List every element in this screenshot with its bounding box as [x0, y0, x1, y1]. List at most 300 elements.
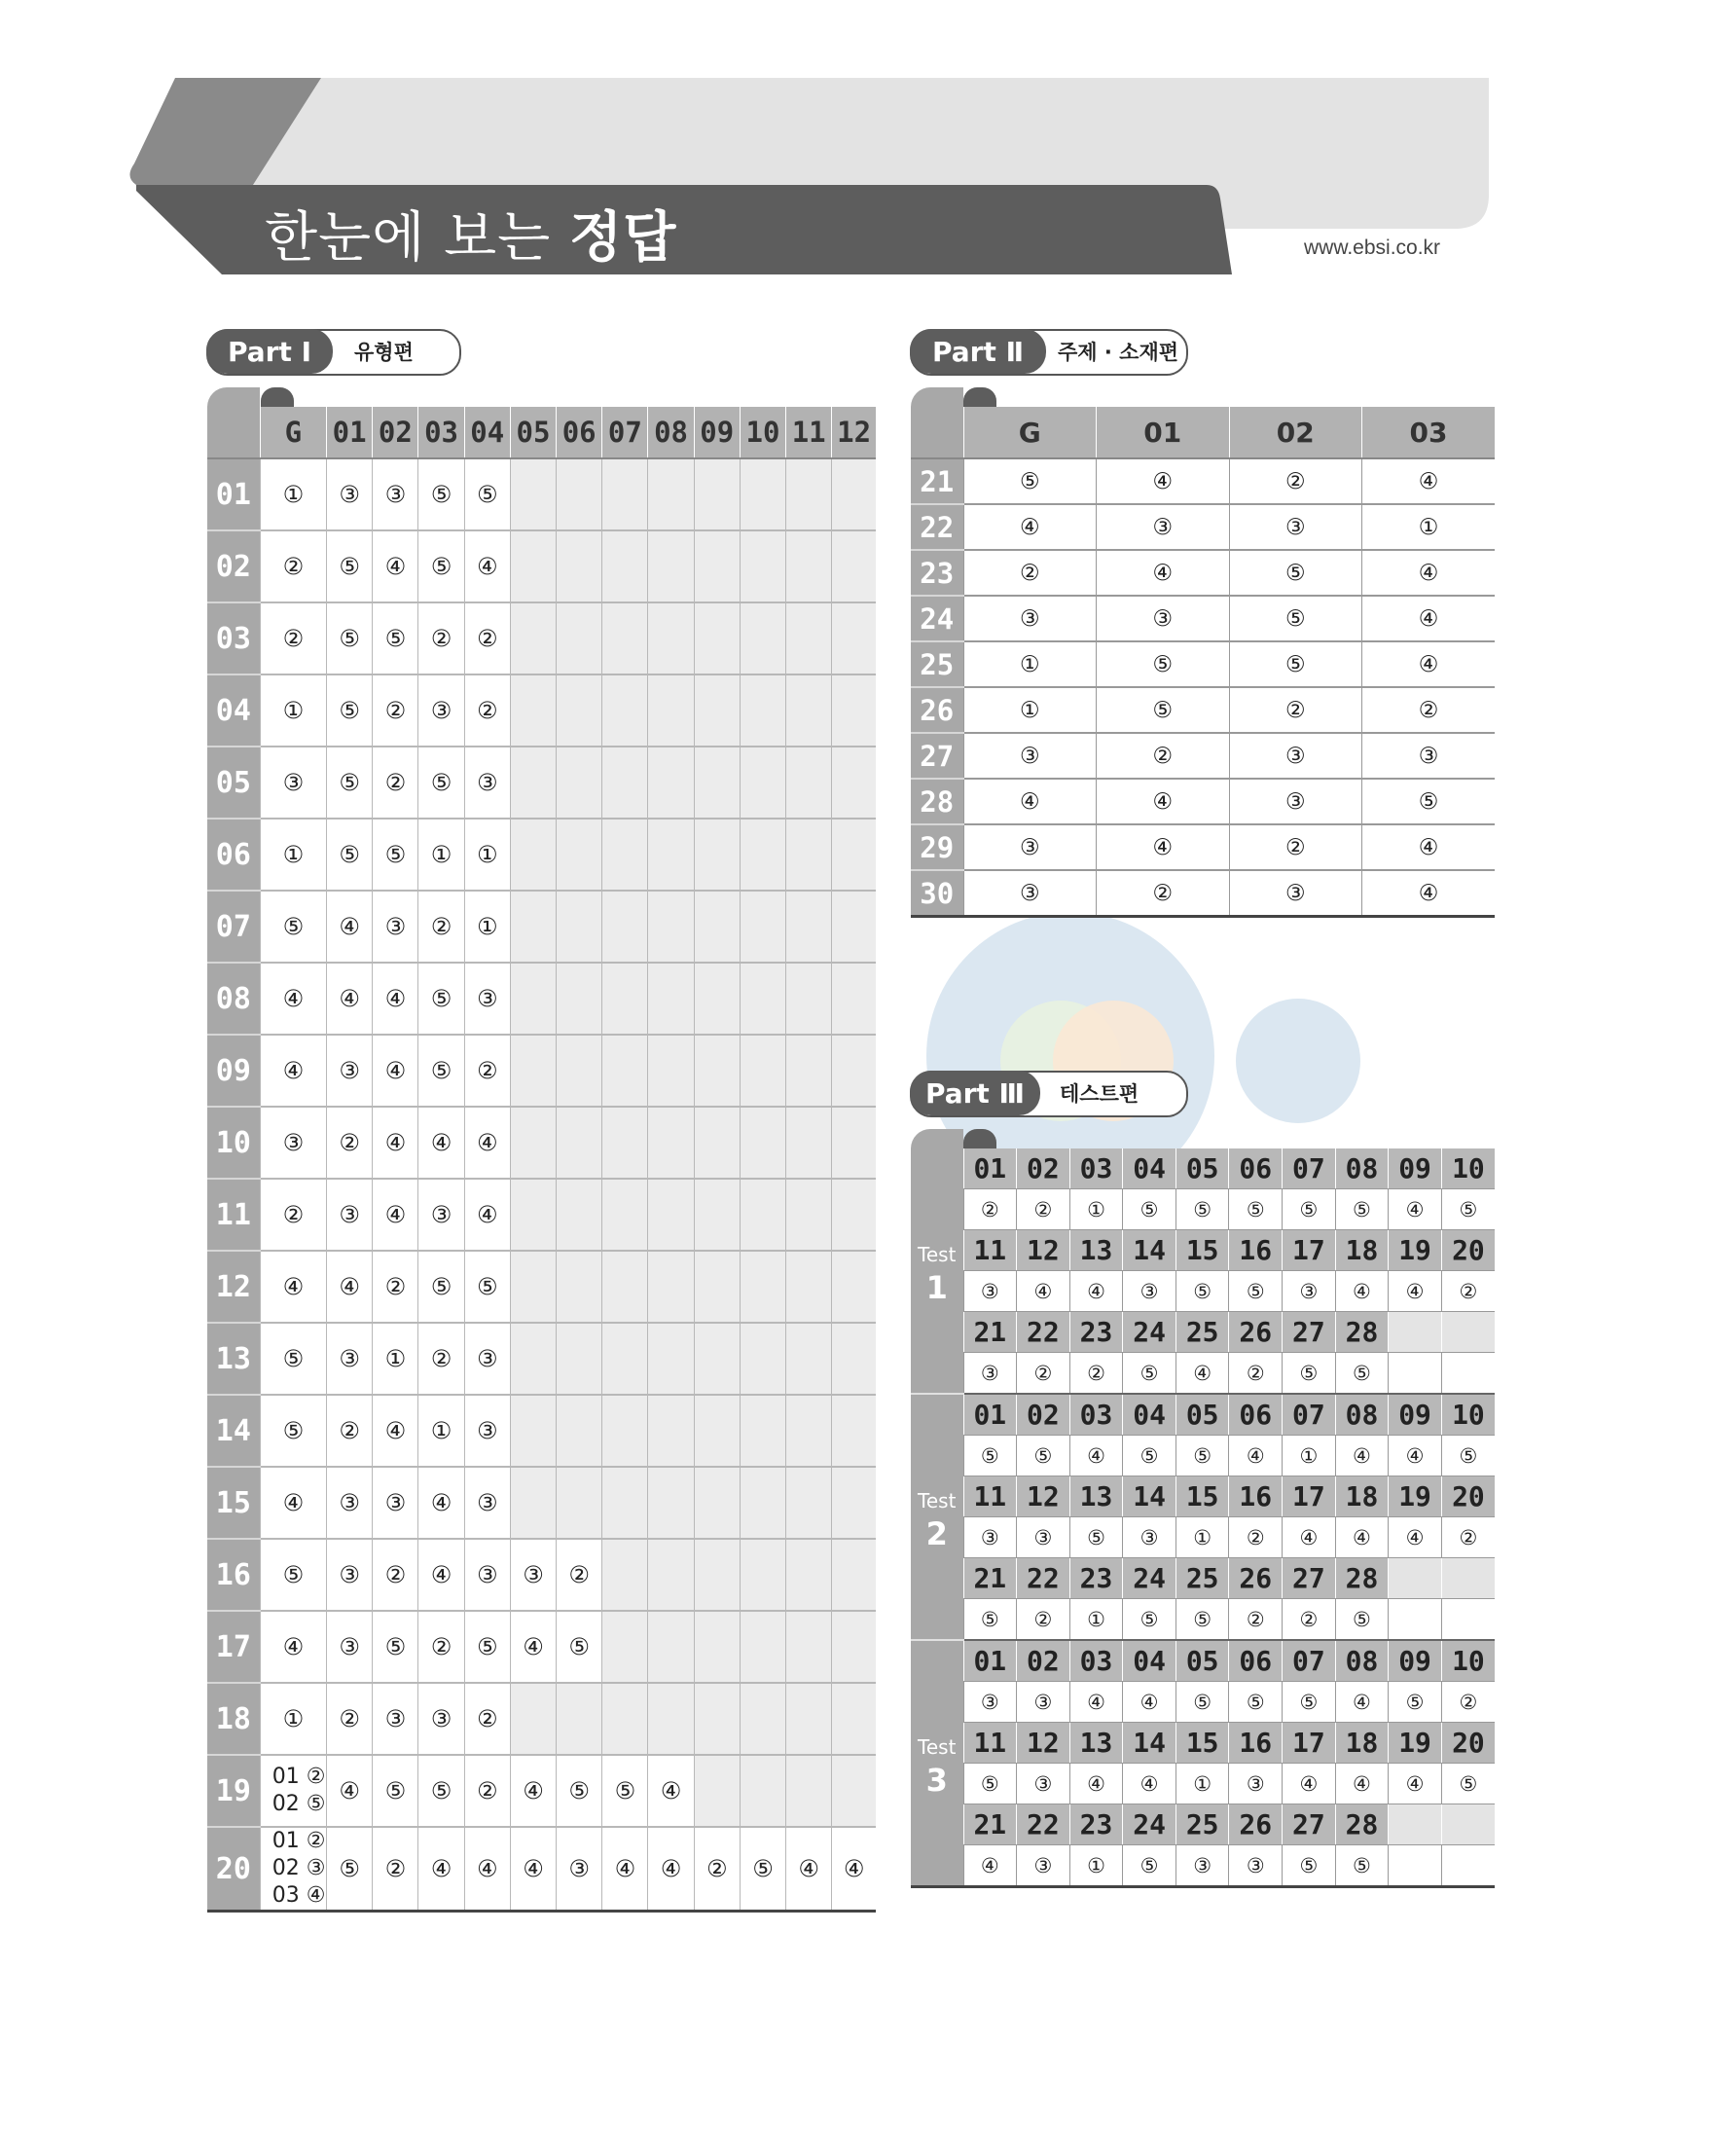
table-row — [207, 602, 876, 674]
answer-cell: ③ — [1175, 1845, 1229, 1887]
empty-cell — [740, 1035, 785, 1107]
g-answer-line: 02 ③ — [271, 1856, 326, 1880]
table-row — [207, 1395, 876, 1467]
column-header: 06 — [557, 407, 602, 458]
question-number: 22 — [1017, 1804, 1070, 1845]
empty-cell — [832, 458, 876, 530]
answer-cell: ⑤ — [1362, 779, 1496, 824]
answer-cell: ⑤ — [464, 1251, 510, 1323]
test-label-cell — [911, 1640, 963, 1887]
empty-cell — [510, 1179, 556, 1251]
answer-cell: ② — [1097, 870, 1230, 917]
answer-cell: ⑤ — [327, 819, 373, 891]
empty-cell — [694, 1611, 740, 1683]
empty-cell — [786, 458, 832, 530]
empty-cell — [694, 1107, 740, 1179]
question-number: 03 — [1069, 1394, 1123, 1436]
answer-cell: ③ — [1229, 1845, 1283, 1887]
empty-cell — [1389, 1312, 1442, 1353]
answer-cell: ④ — [373, 963, 418, 1035]
answer-cell: ⑤ — [1123, 1845, 1176, 1887]
question-number: 05 — [1175, 1148, 1229, 1189]
answer-cell: ⑤ — [1335, 1189, 1389, 1230]
answer-cell: ④ — [1362, 458, 1496, 504]
table-row — [207, 747, 876, 819]
question-number: 14 — [1123, 1476, 1176, 1517]
empty-cell — [832, 1395, 876, 1467]
answer-cell: ③ — [557, 1827, 602, 1912]
answer-cell: ② — [1441, 1271, 1495, 1312]
table-row — [207, 1323, 876, 1395]
answer-cell: ④ — [327, 891, 373, 963]
column-header: 08 — [648, 407, 694, 458]
row-number: 20 — [207, 1827, 260, 1912]
table-row — [911, 641, 1495, 687]
table-row — [911, 733, 1495, 779]
empty-cell — [832, 963, 876, 1035]
question-number: 05 — [1175, 1394, 1229, 1436]
empty-cell — [1389, 1558, 1442, 1599]
answer-cell: ③ — [327, 1611, 373, 1683]
answer-cell: ④ — [373, 1107, 418, 1179]
part2-label — [910, 329, 1188, 376]
question-number: 08 — [1335, 1394, 1389, 1436]
g-answer-line: 01 ② — [271, 1765, 326, 1789]
column-header: 10 — [740, 407, 785, 458]
part3-answer-table — [911, 1148, 1495, 1888]
question-number: 11 — [963, 1723, 1017, 1764]
answer-cell: ③ — [373, 1683, 418, 1755]
answer-cell: ④ — [373, 530, 418, 602]
question-number: 07 — [1283, 1640, 1336, 1682]
part3-tab-corner — [911, 1129, 963, 1150]
answer-cell: ④ — [1335, 1436, 1389, 1476]
question-number-row — [911, 1640, 1495, 1682]
answer-cell: ⑤ — [1175, 1599, 1229, 1641]
question-number: 11 — [963, 1230, 1017, 1271]
empty-cell — [740, 1539, 785, 1611]
question-number-row — [911, 1476, 1495, 1517]
answer-cell: ① — [1175, 1517, 1229, 1558]
answer-cell: ⑤ — [1335, 1599, 1389, 1641]
answer-cell: ① — [464, 819, 510, 891]
answer-cell: ③ — [327, 1035, 373, 1107]
question-number: 01 — [963, 1148, 1017, 1189]
answer-cell: ④ — [464, 1107, 510, 1179]
question-number: 05 — [1175, 1640, 1229, 1682]
row-number: 14 — [207, 1395, 260, 1467]
question-number: 24 — [1123, 1804, 1176, 1845]
g-answer-cell: ① — [260, 458, 326, 530]
answer-cell: ② — [1017, 1599, 1070, 1641]
question-number: 21 — [963, 1312, 1017, 1353]
empty-cell — [786, 1755, 832, 1827]
empty-cell — [602, 963, 648, 1035]
empty-cell — [510, 1035, 556, 1107]
answer-cell: ② — [1017, 1189, 1070, 1230]
part2-subtitle: 주제 · 소재편 — [1058, 341, 1179, 364]
answer-cell: ⑤ — [1229, 1271, 1283, 1312]
empty-cell — [740, 1107, 785, 1179]
empty-cell — [510, 963, 556, 1035]
question-number: 25 — [1175, 1312, 1229, 1353]
question-number: 17 — [1283, 1230, 1336, 1271]
question-number-row — [911, 1723, 1495, 1764]
question-number: 16 — [1229, 1230, 1283, 1271]
column-header: 02 — [373, 407, 418, 458]
column-header: 04 — [464, 407, 510, 458]
question-number: 07 — [1283, 1148, 1336, 1189]
question-number: 12 — [1017, 1230, 1070, 1271]
empty-cell — [557, 1683, 602, 1755]
empty-cell — [740, 1755, 785, 1827]
answer-cell: ③ — [1229, 779, 1362, 824]
empty-cell — [557, 1107, 602, 1179]
empty-cell — [648, 674, 694, 747]
row-number: 13 — [207, 1323, 260, 1395]
question-number: 15 — [1175, 1476, 1229, 1517]
empty-cell — [1441, 1599, 1495, 1641]
answer-cell: ④ — [373, 1035, 418, 1107]
empty-cell — [602, 674, 648, 747]
part1-subtitle: 유형편 — [354, 341, 414, 364]
answer-row — [911, 1271, 1495, 1312]
empty-cell — [1441, 1804, 1495, 1845]
test-number: 1 — [925, 1268, 948, 1306]
question-number: 04 — [1123, 1394, 1176, 1436]
answer-cell: ⑤ — [1229, 596, 1362, 641]
empty-cell — [602, 747, 648, 819]
question-number: 19 — [1389, 1723, 1442, 1764]
answer-cell: ③ — [1123, 1271, 1176, 1312]
answer-cell: ② — [1441, 1682, 1495, 1723]
table-row — [207, 1251, 876, 1323]
row-number: 05 — [207, 747, 260, 819]
answer-cell: ② — [464, 1755, 510, 1827]
table-row — [207, 458, 876, 530]
empty-cell — [740, 1611, 785, 1683]
question-number: 10 — [1441, 1640, 1495, 1682]
answer-cell: ⑤ — [1283, 1682, 1336, 1723]
row-number: 09 — [207, 1035, 260, 1107]
empty-cell — [1389, 1599, 1442, 1641]
question-number: 08 — [1335, 1148, 1389, 1189]
answer-cell: ④ — [464, 1827, 510, 1912]
question-number: 28 — [1335, 1312, 1389, 1353]
answer-cell: ③ — [963, 733, 1097, 779]
question-number-row — [911, 1230, 1495, 1271]
answer-cell: ① — [418, 819, 464, 891]
question-number: 24 — [1123, 1558, 1176, 1599]
answer-cell: ③ — [327, 1539, 373, 1611]
question-number: 27 — [1283, 1558, 1336, 1599]
question-number: 11 — [963, 1476, 1017, 1517]
empty-cell — [602, 530, 648, 602]
answer-cell: ③ — [963, 596, 1097, 641]
part2-title: Part Ⅱ — [910, 329, 1046, 374]
answer-cell: ④ — [510, 1755, 556, 1827]
question-number: 02 — [1017, 1640, 1070, 1682]
empty-cell — [786, 530, 832, 602]
question-number: 26 — [1229, 1312, 1283, 1353]
answer-cell: ⑤ — [1335, 1845, 1389, 1887]
answer-cell: ② — [1441, 1517, 1495, 1558]
answer-cell: ④ — [1335, 1764, 1389, 1804]
table-row — [911, 824, 1495, 870]
question-number: 24 — [1123, 1312, 1176, 1353]
answer-cell: ④ — [963, 779, 1097, 824]
empty-cell — [786, 1035, 832, 1107]
question-number: 13 — [1069, 1230, 1123, 1271]
answer-cell: ③ — [373, 1467, 418, 1539]
answer-cell: ② — [963, 1189, 1017, 1230]
row-number: 29 — [911, 824, 963, 870]
answer-cell: ② — [373, 1251, 418, 1323]
g-answer-line: 02 ⑤ — [271, 1792, 326, 1816]
empty-cell — [740, 747, 785, 819]
answer-cell: ③ — [963, 870, 1097, 917]
answer-cell: ④ — [1389, 1436, 1442, 1476]
empty-cell — [557, 1323, 602, 1395]
answer-cell: ③ — [963, 824, 1097, 870]
answer-row — [911, 1353, 1495, 1395]
table-row — [911, 596, 1495, 641]
answer-cell: ① — [1069, 1845, 1123, 1887]
empty-cell — [694, 1179, 740, 1251]
empty-cell — [602, 1395, 648, 1467]
answer-cell: ⑤ — [602, 1755, 648, 1827]
question-number: 25 — [1175, 1558, 1229, 1599]
empty-cell — [648, 530, 694, 602]
answer-cell: ④ — [1175, 1353, 1229, 1395]
empty-cell — [602, 1035, 648, 1107]
answer-cell: ④ — [1069, 1682, 1123, 1723]
table-row — [207, 530, 876, 602]
question-number: 07 — [1283, 1394, 1336, 1436]
answer-cell: ② — [418, 1323, 464, 1395]
question-number: 28 — [1335, 1558, 1389, 1599]
empty-cell — [694, 1539, 740, 1611]
answer-cell: ⑤ — [1175, 1271, 1229, 1312]
answer-cell: ③ — [327, 1179, 373, 1251]
g-answer-cell: ② — [260, 1179, 326, 1251]
test-label: Test — [918, 1734, 957, 1759]
answer-cell: ⑤ — [327, 747, 373, 819]
table-row — [207, 1035, 876, 1107]
empty-cell — [694, 674, 740, 747]
answer-cell: ⑤ — [373, 1611, 418, 1683]
question-number: 02 — [1017, 1148, 1070, 1189]
g-answer-cell: ③ — [260, 747, 326, 819]
answer-cell: ⑤ — [1123, 1436, 1176, 1476]
answer-cell: ④ — [418, 1539, 464, 1611]
g-answer-cell: ④ — [260, 1035, 326, 1107]
empty-cell — [740, 1323, 785, 1395]
answer-cell: ④ — [327, 1251, 373, 1323]
empty-cell — [1441, 1312, 1495, 1353]
answer-cell: ⑤ — [1389, 1682, 1442, 1723]
g-answer-cell: ③ — [260, 1107, 326, 1179]
empty-cell — [648, 1107, 694, 1179]
table-row — [207, 1755, 876, 1827]
g-answer-cell — [260, 1755, 326, 1827]
answer-cell: ⑤ — [1229, 1682, 1283, 1723]
answer-cell: ④ — [1362, 870, 1496, 917]
column-header: 01 — [327, 407, 373, 458]
question-number: 27 — [1283, 1312, 1336, 1353]
question-number: 06 — [1229, 1640, 1283, 1682]
empty-cell — [557, 1179, 602, 1251]
answer-cell: ④ — [1123, 1682, 1176, 1723]
empty-cell — [832, 1539, 876, 1611]
answer-cell: ⑤ — [1017, 1436, 1070, 1476]
answer-cell: ④ — [1097, 779, 1230, 824]
answer-cell: ⑤ — [373, 602, 418, 674]
empty-cell — [832, 1107, 876, 1179]
table-row — [207, 1179, 876, 1251]
answer-cell: ⑤ — [1441, 1764, 1495, 1804]
row-number: 16 — [207, 1539, 260, 1611]
answer-cell: ④ — [1097, 550, 1230, 596]
part1-label — [206, 329, 461, 376]
corner-cell — [207, 407, 260, 458]
empty-cell — [510, 1107, 556, 1179]
answer-cell: ③ — [1229, 1764, 1283, 1804]
question-number: 06 — [1229, 1394, 1283, 1436]
table-row — [207, 963, 876, 1035]
question-number-row — [911, 1804, 1495, 1845]
answer-cell: ⑤ — [1123, 1599, 1176, 1641]
table-row — [911, 870, 1495, 917]
answer-cell: ④ — [1229, 1436, 1283, 1476]
table-row — [911, 687, 1495, 733]
part1-answer-table — [207, 407, 876, 1913]
answer-cell: ② — [418, 891, 464, 963]
question-number: 09 — [1389, 1394, 1442, 1436]
answer-cell: ③ — [418, 1683, 464, 1755]
empty-cell — [786, 1107, 832, 1179]
g-answer-cell: ② — [260, 530, 326, 602]
question-number: 12 — [1017, 1723, 1070, 1764]
empty-cell — [602, 1683, 648, 1755]
answer-cell: ⑤ — [1123, 1189, 1176, 1230]
question-number: 20 — [1441, 1230, 1495, 1271]
row-number: 02 — [207, 530, 260, 602]
question-number: 04 — [1123, 1148, 1176, 1189]
column-header: 02 — [1229, 407, 1362, 458]
answer-cell: ④ — [1017, 1271, 1070, 1312]
empty-cell — [832, 819, 876, 891]
empty-cell — [832, 747, 876, 819]
answer-cell: ① — [963, 687, 1097, 733]
answer-cell: ② — [1229, 458, 1362, 504]
answer-cell: ③ — [1097, 504, 1230, 550]
empty-cell — [740, 963, 785, 1035]
empty-cell — [786, 602, 832, 674]
answer-cell: ③ — [1229, 733, 1362, 779]
answer-cell: ② — [327, 1683, 373, 1755]
row-number: 18 — [207, 1683, 260, 1755]
answer-cell: ⑤ — [1283, 1189, 1336, 1230]
empty-cell — [740, 819, 785, 891]
empty-cell — [648, 1179, 694, 1251]
empty-cell — [510, 1251, 556, 1323]
answer-cell: ② — [373, 1827, 418, 1912]
answer-cell: ① — [1283, 1436, 1336, 1476]
answer-cell: ② — [694, 1827, 740, 1912]
answer-cell: ⑤ — [1229, 1189, 1283, 1230]
test-label: Test — [918, 1242, 957, 1266]
question-number: 15 — [1175, 1723, 1229, 1764]
answer-cell: ③ — [963, 1271, 1017, 1312]
answer-row — [911, 1682, 1495, 1723]
empty-cell — [740, 602, 785, 674]
empty-cell — [557, 891, 602, 963]
row-number: 11 — [207, 1179, 260, 1251]
question-number: 03 — [1069, 1640, 1123, 1682]
answer-cell: ④ — [786, 1827, 832, 1912]
answer-cell: ④ — [418, 1467, 464, 1539]
empty-cell — [1389, 1845, 1442, 1887]
answer-cell: ③ — [464, 747, 510, 819]
empty-cell — [694, 458, 740, 530]
answer-cell: ② — [327, 1107, 373, 1179]
answer-cell: ⑤ — [1175, 1436, 1229, 1476]
column-header: 09 — [694, 407, 740, 458]
empty-cell — [832, 1683, 876, 1755]
g-answer-cell: ⑤ — [260, 1323, 326, 1395]
column-header: 01 — [1097, 407, 1230, 458]
answer-cell: ⑤ — [1069, 1517, 1123, 1558]
row-number: 24 — [911, 596, 963, 641]
answer-row — [911, 1764, 1495, 1804]
part2-answer-table — [911, 407, 1495, 918]
question-number: 21 — [963, 1804, 1017, 1845]
answer-cell: ⑤ — [1175, 1682, 1229, 1723]
table-row — [207, 1107, 876, 1179]
empty-cell — [648, 1251, 694, 1323]
row-number: 10 — [207, 1107, 260, 1179]
answer-cell: ⑤ — [963, 1436, 1017, 1476]
empty-cell — [1441, 1558, 1495, 1599]
empty-cell — [510, 530, 556, 602]
answer-cell: ⑤ — [1441, 1189, 1495, 1230]
answer-cell: ④ — [1389, 1517, 1442, 1558]
empty-cell — [648, 1467, 694, 1539]
empty-cell — [602, 1251, 648, 1323]
answer-cell: ④ — [1123, 1764, 1176, 1804]
answer-cell: ⑤ — [1097, 687, 1230, 733]
empty-cell — [648, 1611, 694, 1683]
empty-cell — [510, 1323, 556, 1395]
answer-cell: ⑤ — [740, 1827, 785, 1912]
answer-cell: ③ — [1362, 733, 1496, 779]
answer-cell: ④ — [648, 1755, 694, 1827]
answer-cell: ② — [1229, 687, 1362, 733]
answer-cell: ③ — [418, 674, 464, 747]
row-number: 22 — [911, 504, 963, 550]
question-number: 12 — [1017, 1476, 1070, 1517]
test-label-cell — [911, 1394, 963, 1640]
answer-cell: ③ — [464, 963, 510, 1035]
question-number: 04 — [1123, 1640, 1176, 1682]
g-answer-cell: ⑤ — [260, 1395, 326, 1467]
g-answer-cell: ④ — [260, 1251, 326, 1323]
answer-cell: ④ — [327, 963, 373, 1035]
empty-cell — [786, 963, 832, 1035]
table-row — [207, 1539, 876, 1611]
row-number: 07 — [207, 891, 260, 963]
